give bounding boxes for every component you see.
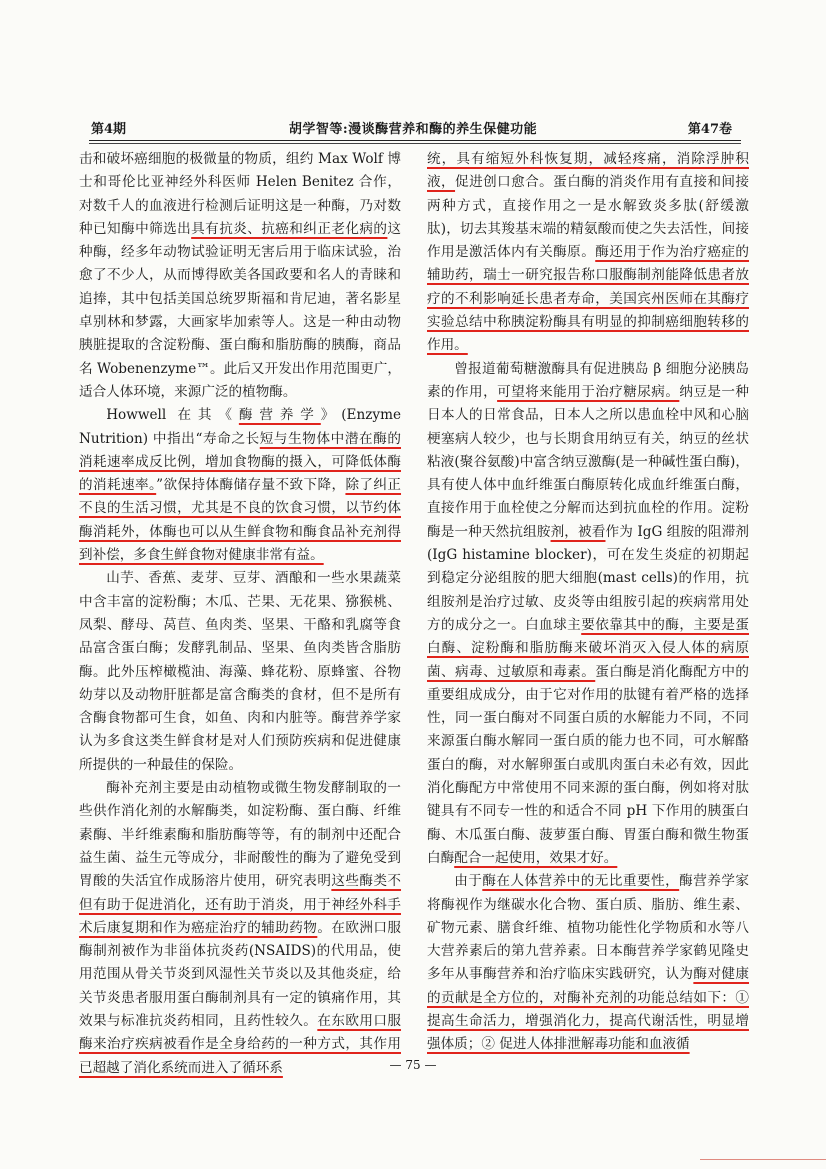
issue-number: 第4期 xyxy=(91,122,127,137)
body-text: 击和破坏癌细胞的极微量的物质，组约 Max Wolf 博士和哥伦比亚神经外科医师 Helen Benitez 合作，对数千人的血液进行检测后证明这是一种酶，乃对数种已知酶中筛选出 xyxy=(79,151,401,237)
left-column xyxy=(79,148,401,1080)
header-rule xyxy=(89,140,741,141)
highlighted-text: 这些酶类不但有助于促进消化，还有助于消炎，用于神经外科手术后康复期和作为癌症治疗的辅助药物 xyxy=(79,873,402,936)
highlighted-text: 除了纠正不良的生活习惯，尤其是不良的饮食习惯，以节约体酶消耗外，体酶也可以从生鲜食物和酶食品补充剂得到补偿，多食生鲜食物对健康非常有益。 xyxy=(79,477,402,564)
body-text: 作为 IgG 组胺的阻滞剂(IgG histamine blocker)，可在发生炎症的初期起到稳定分泌组胺的肥大细胞(mast cells)的作用，抗组胺剂是治疗过敏、皮炎等由组胺引起的疾病常用处方的成分之一。白血球主 xyxy=(427,523,750,633)
body-text: 曾报道葡萄糖激酶具有促进胰岛 β 细胞分泌胰岛素的作用， xyxy=(427,360,749,400)
running-title: 胡学智等:漫谈酶营养和酶的养生保健功能 xyxy=(288,122,538,137)
highlighted-text: 短与生物体中潜在酶的消耗速率成反比例，增加食物酶的摄入，可降低体酶的消耗速率。 xyxy=(79,430,401,494)
paragraph xyxy=(427,870,749,1056)
paragraph xyxy=(79,404,401,567)
header-rule-thin xyxy=(89,143,741,144)
body-text: 这种酶，经多年动物试验证明无害后用于临床试验，治愈了不少人，从而博得欧美各国政要和名人的青睐和追捧，其中包括美国总统罗斯福和肯尼迪，著名影星卓别林和梦露，大画家毕加索等人。这是一种由动物胰脏提取的含淀粉酶、蛋白酶和脂肪酶的胰酶，商品名 Wobenenzyme™。此后又开发出作用范围更广，适合人体环境，来源广泛的植物酶。 xyxy=(79,220,402,400)
footer-rule xyxy=(700,1159,826,1160)
body-text: 酶营养学家将酶视作为继碳水化合物、蛋白质、脂肪、维生素、矿物元素、膳食纤维、植物功能性化学物质和水等八大营养素后的第九营养素。日本酶营养学家鹤见隆史多年从事酶营养和治疗临床实践研究，认为 xyxy=(427,873,750,983)
right-column xyxy=(427,148,749,1057)
highlighted-text: 酶还用于作为治疗癌症的辅助药，瑞士一研究报告称口服酶制剂能降低患者放疗的不利影响延长患者寿命，美国宾州医师在其酶疗实验总结中称胰淀粉酶具有明显的抑制癌细胞转移的作用。 xyxy=(427,244,750,354)
body-text: 酶补充剂主要是由动植物或微生物发酵制取的一些供作消化剂的水解酶类，如淀粉酶、蛋白酶、纤维素酶、半纤维素酶和脂肪酶等等，有的制剂中还配合益生菌、益生元等成分，非耐酸性的酶为了避免受到胃酸的失活宜作成肠溶片使用，研究表明 xyxy=(79,780,401,890)
paragraph xyxy=(79,148,401,404)
body-text: Howwell 在其《 xyxy=(106,407,239,424)
running-header xyxy=(0,118,826,138)
body-text: 山芋、香蕉、麦芽、豆芽、酒酿和一些水果蔬菜中含丰富的淀粉酶；木瓜、芒果、无花果、猕猴桃、凤梨、酵母、莴苣、鱼肉类、坚果、干酪和乳腐等食品富含蛋白酶；发酵乳制品、坚果、鱼肉类皆含脂肪酶。此外压榨橄榄油、海藻、蜂花粉、原蜂蜜、谷物幼芽以及动物肝脏都是富含酶类的食材，但不是所有含酶食物都可生食，如鱼、肉和内脏等。酶营养学家认为多食这类生鲜食材是对人们预防疾病和促进健康所提供的一种最佳的保险。 xyxy=(79,570,401,773)
highlighted-text: 可望将来能用于治疗糖尿病。 xyxy=(497,383,680,400)
highlighted-text: 剂，被看 xyxy=(550,523,606,540)
paragraph xyxy=(427,358,749,871)
paragraph xyxy=(79,567,401,777)
paragraph xyxy=(79,777,401,1080)
page-number: — 75 — xyxy=(389,1058,437,1072)
highlighted-text: 具有抗炎、抗癌和纠正老化病的 xyxy=(191,220,388,237)
highlighted-text: 酶对健康的贡献是全方位的，对酶补充剂的功能总结如下：① 提高生命活力，增强消化力，提高代谢活性，明显增强体质；② 促进人体排泄解毒功能和血液循 xyxy=(427,966,750,1053)
highlighted-text: 酶在人体营养中的无比重要性， xyxy=(482,873,680,890)
body-text: 纳豆是一种日本人的日常食品，日本人之所以患血栓中风和心脑梗塞病人较少，也与长期食用纳豆有关，纳豆的丝状粘液(聚谷氨酸)中富含纳豆激酶(是一种碱性蛋白酶)，具有使人体中血纤维蛋白酶原转化成血纤维蛋白酶，直接作用于血栓使之分解而达到抗血栓的作用。淀粉酶是一种天然抗组胺 xyxy=(427,383,750,540)
highlighted-text: 配合一起使用，效果才好。 xyxy=(454,849,618,866)
paragraph xyxy=(427,148,749,358)
volume-number: 第47卷 xyxy=(687,122,732,137)
highlighted-text: 统，具有缩短外科恢复期，减轻疼痛，消除浮肿积液， xyxy=(427,151,749,191)
body-text: 》(Enzyme Nutrition) 中指出“寿命之长 xyxy=(79,407,402,447)
body-text: 促进创口愈合。蛋白酶的消炎作用有直接和间接两种方式，直接作用之一是水解致炎多肽(舒缓激肽)，切去其羧基末端的精氨酸而使之失去活性，间接作用是激活体内有关酶原。 xyxy=(427,174,750,261)
body-text: 由于 xyxy=(454,873,483,890)
highlighted-text: 要依靠其中的酶，主要是蛋白酶、淀粉酶和脂肪酶来破坏消灭入侵人体的病原菌、病毒、过敏原和毒素。 xyxy=(427,616,749,680)
body-text: 。在欧洲口服酶制剂被作为非甾体抗炎药(NSAIDS)的代用品，使用范围从骨关节炎到风湿性关节炎以及其他炎症，给关节炎患者服用蛋白酶制剂具有一定的镇痛作用，其效果与标准抗炎药相同，且药性较久。 xyxy=(79,919,402,1029)
body-text: ”欲保持体酶储存量不致下降， xyxy=(156,477,346,494)
body-text: 蛋白酶是消化酶配方中的重要组成成分，由于它对作用的肽键有着严格的选择性，同一蛋白酶对不同蛋白质的水解能力不同，不同来源蛋白酶水解同一蛋白质的能力也不同，可水解酪蛋白的酶，对水解卵蛋白或肌肉蛋白未必有效，因此消化酶配方中常使用不同来源的蛋白酶，例如将对肽键具有不同专一性的和适合不同 pH 下作用的胰蛋白酶、木瓜蛋白酶、菠萝蛋白酶、胃蛋白酶和微生物蛋白酶 xyxy=(427,663,750,866)
highlighted-text: 在东欧用口服酶来治疗疾病被看作是全身给药的一种方式，其作用已超越了消化系统而进入了循环系 xyxy=(79,1012,402,1076)
highlighted-text: 酶营养学 xyxy=(238,407,321,424)
